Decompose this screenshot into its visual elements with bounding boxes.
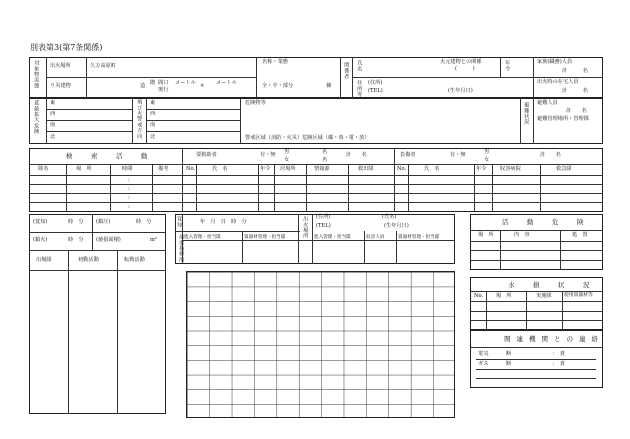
- injured-female: 女: [484, 157, 490, 163]
- injured-label: 負傷者: [400, 152, 416, 158]
- spread-dir-west: 西: [50, 111, 56, 117]
- hazmat-label: 危険物等: [245, 100, 266, 106]
- col-source: 情報源: [314, 166, 330, 172]
- evac-manage: 避難管理場所・管理隊: [537, 116, 589, 122]
- activity-title: 活 動 危 険: [502, 218, 590, 226]
- age-label: 年令: [504, 60, 511, 72]
- injured-total[interactable]: 計 名: [540, 152, 561, 158]
- rescued-yesno[interactable]: 有・無: [260, 152, 276, 158]
- gas-label: ガス: [478, 361, 489, 367]
- cmd-col-5: 資器材管理・担当隊: [398, 235, 440, 240]
- address-label: 住所等: [356, 80, 363, 98]
- sqm-unit: m²: [150, 237, 157, 243]
- name-label: 氏名: [356, 60, 363, 72]
- depth-label: 奥行: [158, 87, 169, 93]
- fire-loc-label: 出火場所: [302, 216, 309, 239]
- absent-label: 出火時の在宅人員: [537, 79, 579, 85]
- related-label: 関係者: [343, 62, 350, 80]
- crew-col-team: 出場隊: [36, 257, 52, 263]
- detect-label: (覚知): [33, 219, 48, 225]
- first-label: (鎮圧): [96, 219, 111, 225]
- electric-label: 電気: [478, 351, 489, 357]
- col-team: 隊名: [38, 166, 49, 172]
- col-name: 氏 名: [212, 166, 228, 172]
- col-no-2: No.: [397, 166, 407, 172]
- family-total[interactable]: 計 名: [562, 68, 588, 74]
- form-title: 別表第3(第7条関係): [30, 43, 103, 52]
- bldg-suffix: 棟: [326, 83, 332, 89]
- electric-contact: 断: [506, 351, 512, 357]
- outbreak-place-label: 出火場所: [50, 63, 71, 69]
- spread-dir-south: 南: [50, 122, 56, 128]
- owner-address[interactable]: (住所): [316, 214, 331, 220]
- time-colon-1: :: [128, 177, 130, 183]
- rescued-male: 男: [284, 149, 290, 155]
- fly-dir-east: 東: [150, 100, 156, 106]
- activity-col-place: 場 所: [478, 232, 494, 238]
- evac-label: 避難状況: [523, 102, 530, 125]
- crew-col-transfer: 転戦活動: [124, 257, 145, 263]
- water-col-team: 実施隊: [536, 293, 552, 299]
- water-col-equip: 使用資器材等: [564, 293, 593, 298]
- search-title: 検 索 活 動: [66, 152, 154, 160]
- tel-label[interactable]: (TEL): [368, 88, 383, 94]
- burn-building-label: り災建物: [50, 83, 71, 89]
- face-label: 間口: [158, 80, 169, 86]
- address-paren[interactable]: (住所): [368, 80, 383, 86]
- burn-area-label: (焼損面積): [96, 237, 121, 243]
- birth-label[interactable]: (生年月日): [448, 88, 473, 94]
- electric-responsible[interactable]: ： 責: [552, 351, 565, 357]
- relation-label: 火元建物との関係: [440, 59, 482, 65]
- name-use-label: 名称・業態: [262, 59, 288, 65]
- warning-area[interactable]: 警戒区域（消防・火災）危険区域（爆・毒・電・放）: [245, 135, 370, 141]
- flying-label: 飛び火警戒方向: [136, 99, 143, 139]
- evac-total[interactable]: 計 名: [566, 108, 587, 114]
- first-time[interactable]: 時 分: [136, 219, 152, 225]
- cmd-col-4: 収容人員: [366, 235, 385, 240]
- absent-total[interactable]: 計 名: [562, 88, 588, 94]
- response-block: [29, 214, 166, 414]
- sketch-grid[interactable]: [186, 271, 455, 418]
- rescued-label: 要救助者: [196, 152, 217, 158]
- owner-birth[interactable]: (生年月日): [384, 223, 409, 229]
- fly-dir-west: 西: [150, 111, 156, 117]
- meter-2: メートル: [216, 80, 237, 86]
- time-colon-3: :: [128, 195, 130, 201]
- col-age: 年令: [260, 166, 271, 172]
- fly-dir-north: 北: [150, 134, 156, 140]
- injured-yesno[interactable]: 有・無: [450, 152, 466, 158]
- owner-tel[interactable]: (TEL): [316, 223, 331, 229]
- control-label: (鎮火): [33, 237, 48, 243]
- time-colon-2: :: [128, 186, 130, 192]
- col-note: 備考: [158, 166, 169, 172]
- crew-col-initial: 初動活動: [78, 257, 99, 263]
- spread-label: 延焼拡大危険: [33, 100, 40, 135]
- cross-mark: ×: [200, 83, 205, 89]
- col-location: 居場所: [280, 166, 296, 172]
- rescued-total[interactable]: 計 名: [346, 152, 367, 158]
- owner-name[interactable]: (氏名): [382, 214, 397, 220]
- cmd-col-2: 資器材管理・担当隊: [244, 235, 286, 240]
- activity-col-action: 処 置: [572, 232, 588, 238]
- floor-label: 階: [150, 80, 156, 86]
- water-col-place: 場 所: [496, 293, 512, 299]
- col-place: 場 所: [76, 166, 92, 172]
- liaison-title: 関連機関との連絡: [504, 335, 604, 343]
- rescued-male-count: 名: [322, 149, 328, 155]
- spread-dir-north: 北: [50, 134, 56, 140]
- outbreak-place-value[interactable]: 久万高原町: [90, 63, 116, 69]
- water-title: 水 損 状 況: [508, 281, 596, 289]
- report-date[interactable]: 年 月 日 時 分: [200, 219, 247, 225]
- gas-responsible[interactable]: ： 責: [552, 361, 565, 367]
- gas-contact: 断: [506, 361, 512, 367]
- col-hospital: 収容病院: [500, 166, 521, 172]
- report-label: 覚知: [176, 216, 183, 228]
- cmd-col-1: 進入管理・担当隊: [184, 235, 221, 240]
- rescued-female-count: 名: [322, 157, 328, 163]
- water-col-no: No.: [474, 293, 484, 299]
- col-name-2: 氏 名: [424, 166, 440, 172]
- relation-paren[interactable]: ( ): [455, 66, 475, 72]
- col-time: 時間: [122, 166, 133, 172]
- post-label: 前進指揮所: [178, 234, 185, 263]
- obj-label: 対象物実態: [33, 60, 40, 89]
- injured-male: 男: [484, 149, 490, 155]
- activity-col-content: 内 容: [514, 232, 530, 238]
- time-colon-4: :: [128, 204, 130, 210]
- col-no: No.: [186, 166, 196, 172]
- fly-dir-south: 南: [150, 122, 156, 128]
- structure-label: 造: [140, 83, 146, 89]
- rescued-female: 女: [284, 157, 290, 163]
- col-rescue-team: 救出隊: [358, 166, 374, 172]
- cmd-col-3: 進入管理・担当隊: [314, 235, 351, 240]
- evac-people: 避難人員: [537, 100, 558, 106]
- spread-dir-east: 東: [50, 100, 56, 106]
- detect-time[interactable]: 時 分: [68, 219, 84, 225]
- family-label: 家族(職務)人員: [537, 59, 573, 65]
- col-age-2: 年令: [476, 166, 487, 172]
- col-ambulance: 救急隊: [556, 166, 572, 172]
- burn-degree[interactable]: 全・半・部分: [262, 83, 294, 89]
- meter-1: メートル: [175, 80, 196, 86]
- control-time[interactable]: 時 分: [68, 237, 84, 243]
